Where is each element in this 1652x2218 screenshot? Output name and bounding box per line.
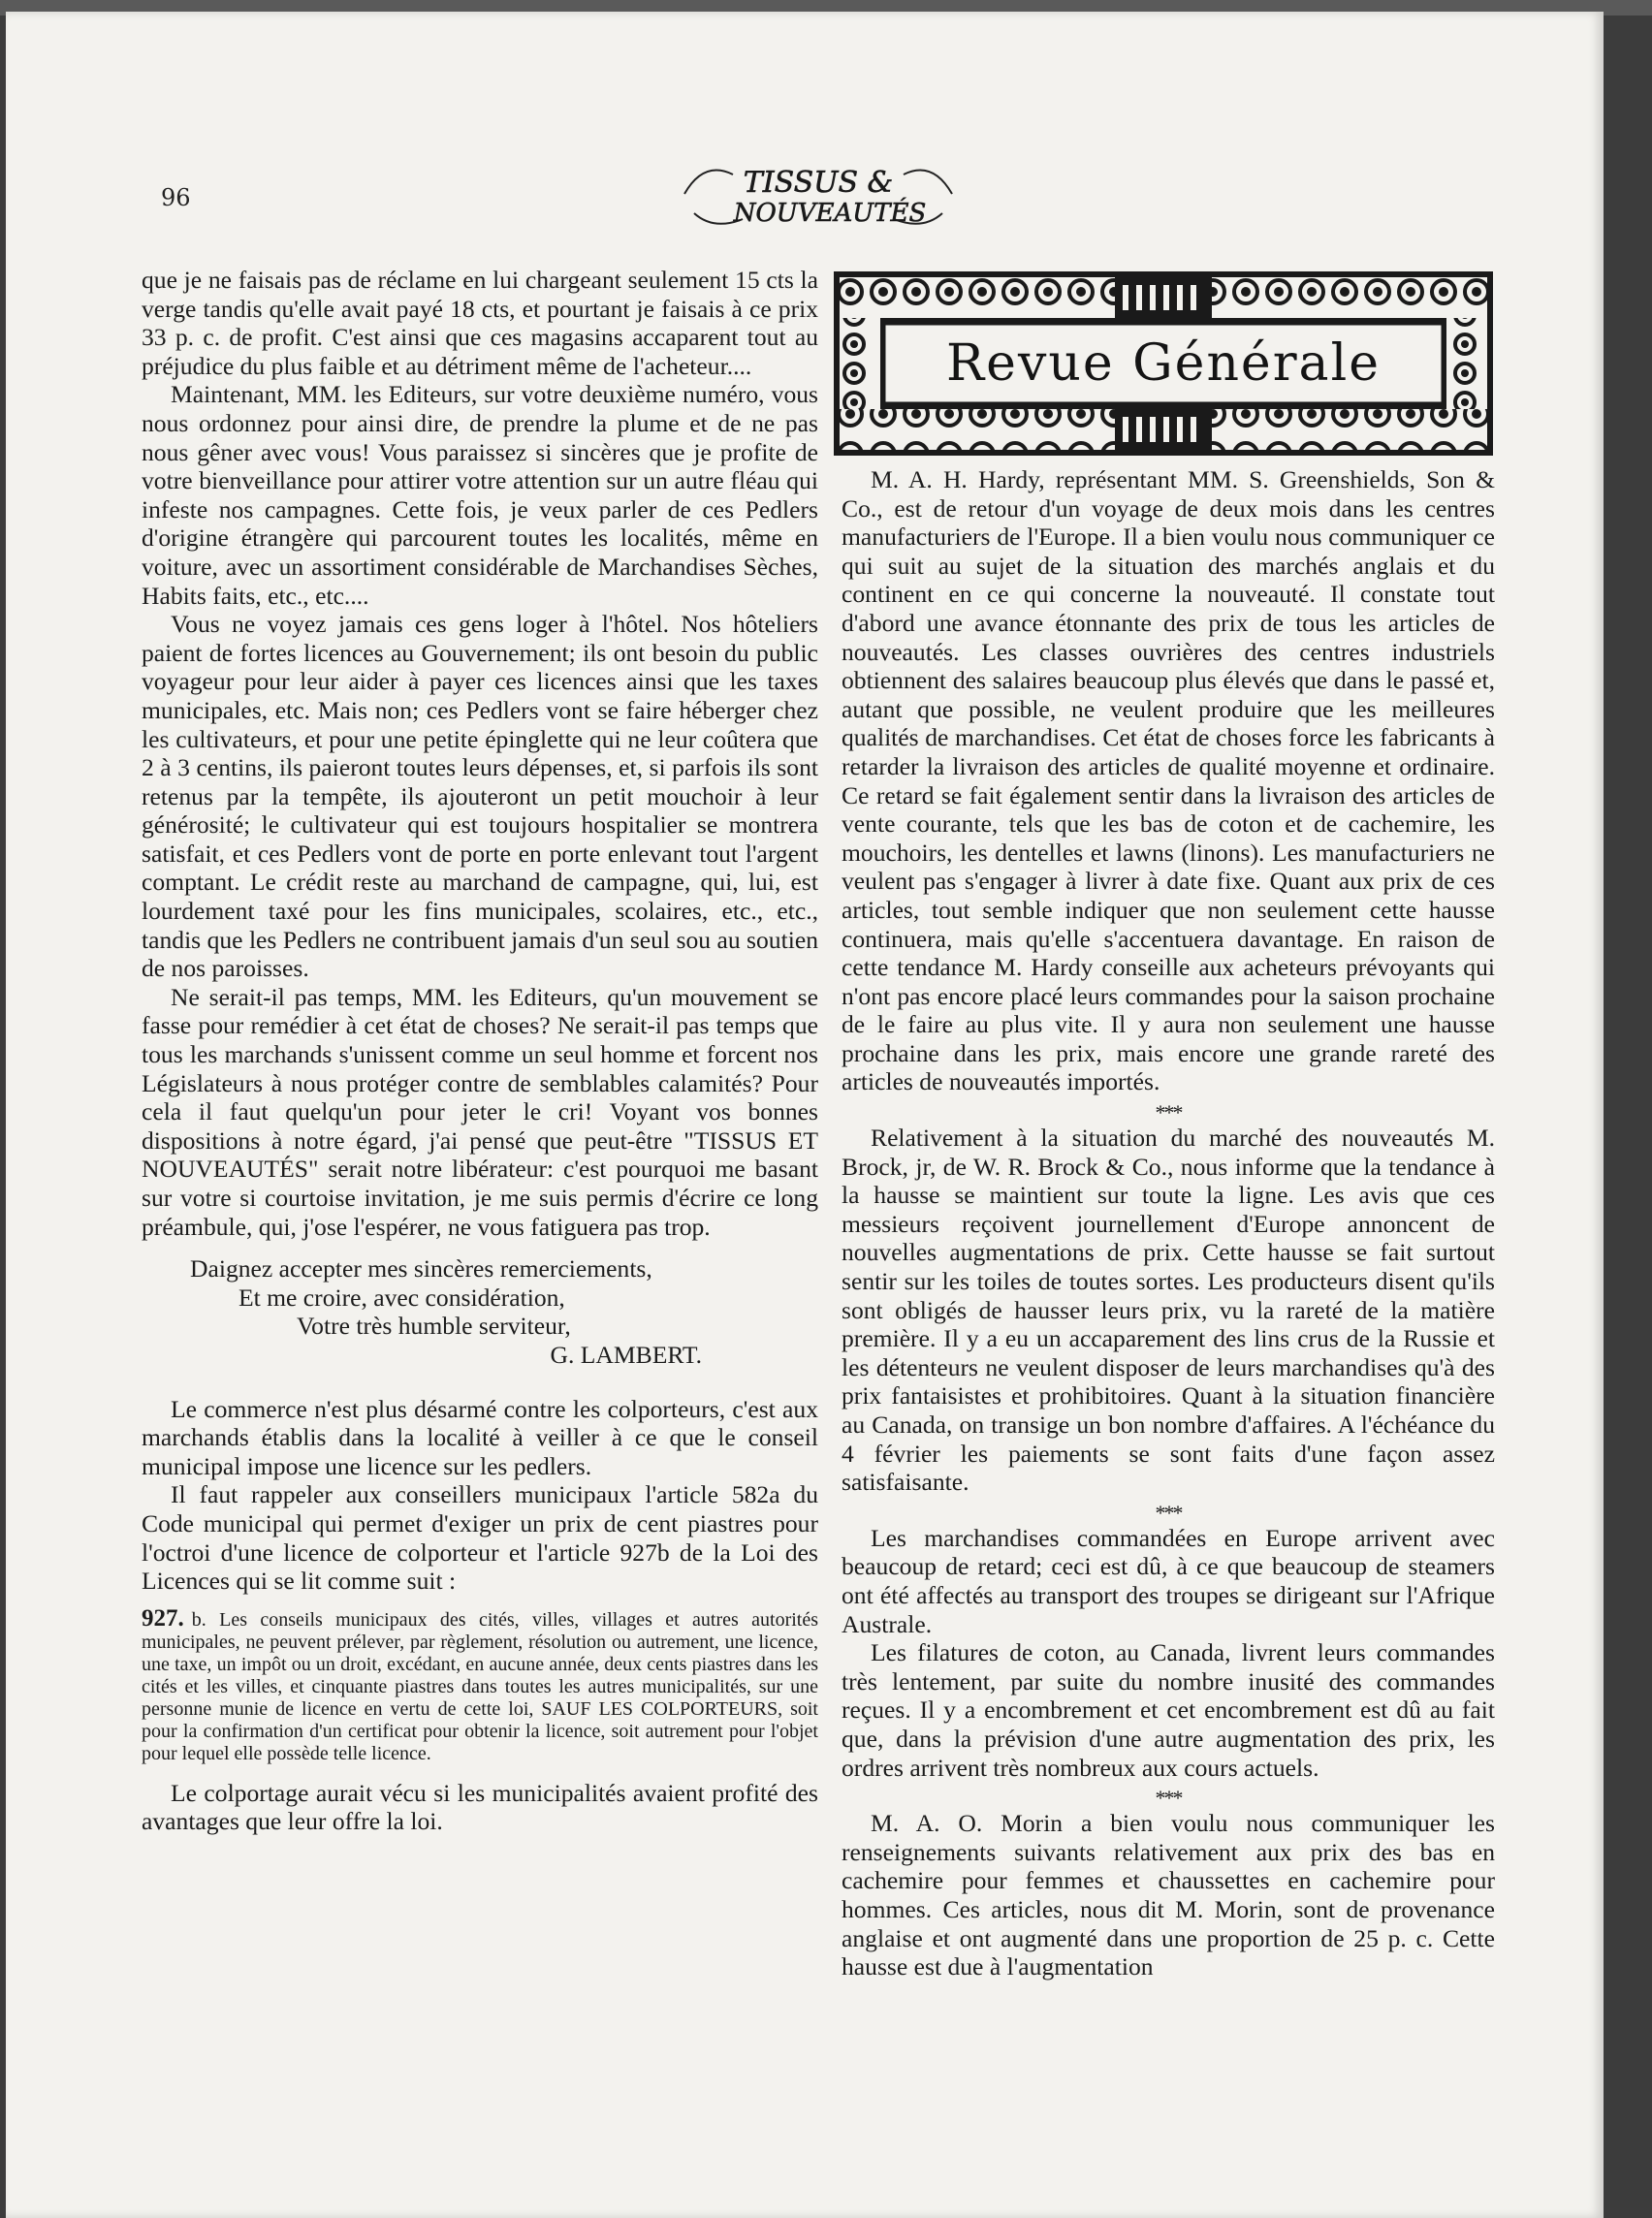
section-title: Revue Générale bbox=[946, 334, 1381, 393]
section-separator-3: *** bbox=[1155, 1786, 1182, 1811]
right-paragraph-1: M. A. H. Hardy, représentant MM. S. Greenshields, Son & Co., est de retour d'un voyage de deux mois dans les centres manufacturiers de l'Europe. Il a bien voulu nous communiquer ce qui suit au sujet de la situation des marchés anglais et du continent en ce qui concerne la nouveauté. Il constate tout d'abord une avance étonnante des prix de tous les articles de nouveautés. Les classes ouvrières des centres industriels obtiennent des salaires beaucoup plus élevés que dans le passé et, autant que possible, ne veulent produire que les meilleures qualités de marchandises. Cet état de choses force les fabricants à retarder la livraison des articles de qualité moyenne et ordinaire. Ce retard se fait également sentir dans la livraison des articles de vente courante, tels que les bas de coton et de cachemire, les mouchoirs, les dentelles et lawns (linons). Les manufacturiers ne veulent pas s'engager à livrer à date fixe. Quant aux prix de ces articles, tout semble indiquer que non seulement cette hausse continuera, mais qu'elle s'accentuera davantage. En raison de cette tendance M. Hardy conseille aux acheteurs prévoyants qui n'ont pas encore placé leurs commandes pour la saison prochaine de le faire au plus vite. Il y aura non seulement une hausse prochaine dans les prix, mais encore une grande rareté des articles de nouveautés importés. bbox=[842, 465, 1495, 1096]
section-separator-2: *** bbox=[1155, 1500, 1182, 1525]
left-paragraph-7: Le colportage aurait vécu si les municipalités avaient profité des avantages que leur offre la loi. bbox=[142, 1778, 818, 1836]
masthead-line2: NOUVEAUTÉS bbox=[733, 199, 927, 228]
revue-generale-banner bbox=[834, 271, 1493, 456]
left-paragraph-2: Maintenant, MM. les Editeurs, sur votre deuxième numéro, vous nous ordonnez pour ainsi dire, de prendre la plume et de ne pas nous gêner avec vous! Vous paraissez si sincères que je profite de votre bienveillance pour attirer votre attention sur un autre fléau qui infeste nos campagnes. Cette fois, je veux parler de ces Pedlers d'origine étrangère qui parcourent toutes les localités, même en voiture, avec un assortiment considérable de Marchandises Sèches, Habits faits, etc., etc.... bbox=[142, 380, 818, 610]
right-paragraph-3: Les marchandises commandées en Europe arrivent avec beaucoup de retard; ceci est dû, à ce que beaucoup de steamers ont été affectés au transport des troupes se dirigeant sur l'Afrique Australe. bbox=[842, 1523, 1495, 1638]
closing-line-1: Daignez accepter mes sincères remerciements, bbox=[190, 1254, 652, 1283]
closing-line-2: Et me croire, avec considération, bbox=[238, 1283, 565, 1312]
right-column bbox=[842, 465, 1495, 1981]
left-paragraph-4: Ne serait-il pas temps, MM. les Editeurs, qu'un mouvement se fasse pour remédier à cet état de choses? Ne serait-il pas temps que tous les marchands s'unissent comme un seul homme et forcent nos Législateurs à nous protéger contre de semblables calamités? Pour cela il faut quelqu'un pour jeter le cri! Voyant vos bonnes dispositions à notre égard, j'ai pensé que peut-être "TISSUS ET NOUVEAUTÉS" serait notre libérateur: c'est pourquoi me basant sur votre si courtoise invitation, je me suis permis d'écrire ce long préambule, qui, j'ose l'espérer, ne vous fatiguera pas trop. bbox=[142, 982, 818, 1241]
page-sheet bbox=[6, 12, 1604, 2218]
law-number: 927. bbox=[142, 1604, 184, 1632]
letter-signature: G. LAMBERT. bbox=[550, 1340, 702, 1369]
law-text: b. Les conseils municipaux des cités, villes, villages et autres autorités municipales, ne peuvent prélever, par règlement, résolution ou autrement, une licence, une taxe, un impôt ou un droit, excédant, en aucune année, deux cents piastres dans les cités et les villes, et cinquante piastres dans toutes les autres municipalités, sur une personne munie de licence en vertu de cette loi, SAUF LES COLPORTEURS, soit pour la confirmation d'un certificat pour obtenir la licence, soit autrement pour l'objet pour lequel elle possède telle licence. bbox=[142, 1608, 818, 1764]
section-separator-1: *** bbox=[1155, 1100, 1182, 1125]
closing-line-3: Votre très humble serviteur, bbox=[297, 1312, 571, 1341]
left-paragraph-3: Vous ne voyez jamais ces gens loger à l'hôtel. Nos hôteliers paient de fortes licences au Gouvernement; ils ont besoin du public voyageur pour leur aider à payer ces licences ainsi que les taxes municipales, etc. Mais non; ces Pedlers vont se faire héberger chez les cultivateurs, et pour une petite épinglette qui ne leur coûtera que 2 à 3 centins, ils paieront toutes leurs dépenses, et, si parfois ils sont retenus par la tempête, ils ajouteront un petit mouchoir à leur générosité; le cultivateur qui est toujours hospitalier se montrera satisfait, et ces Pedlers vont de porte en porte enlevant tout l'argent comptant. Le crédit reste au marchand de campagne, qui, lui, est lourdement taxé pour les fins municipales, scolaires, etc., etc., tandis que les Pedlers ne contribuent jamais d'un seul sou au soutien de nos paroisses. bbox=[142, 610, 818, 983]
page-number: 96 bbox=[161, 184, 191, 211]
masthead-line1: TISSUS & bbox=[743, 166, 894, 200]
law-article-927 bbox=[142, 1604, 818, 1765]
masthead-logo bbox=[675, 155, 962, 233]
left-column bbox=[142, 266, 818, 1836]
right-paragraph-4: Les filatures de coton, au Canada, livrent leurs commandes très lentement, par suite du nombre inusité des commandes reçues. Il y a encombrement et cet encombrement est dû au fait que, dans la prévision d'une autre augmentation des prix, les ordres arrivent très nombreux aux cours actuels. bbox=[842, 1638, 1495, 1782]
right-paragraph-5: M. A. O. Morin a bien voulu nous communiquer les renseignements suivants relativement aux prix des bas en cachemire pour femmes et chaussettes en cachemire pour hommes. Ces articles, nous dit M. Morin, sont de provenance anglaise et ont augmenté dans une proportion de 25 p. c. Cette hausse est due à l'augmentation bbox=[842, 1809, 1495, 1981]
left-paragraph-5: Le commerce n'est plus désarmé contre les colporteurs, c'est aux marchands établis dans la localité à veiller à ce que le conseil municipal impose une licence sur les pedlers. bbox=[142, 1394, 818, 1480]
left-paragraph-1: que je ne faisais pas de réclame en lui chargeant seulement 15 cts la verge tandis qu'elle avait payé 18 cts, et pourtant je faisais à ce prix 33 p. c. de profit. C'est ainsi que ces magasins accaparent tout au préjudice du plus faible et au détriment même de l'acheteur.... bbox=[142, 266, 818, 380]
right-paragraph-2: Relativement à la situation du marché des nouveautés M. Brock, jr, de W. R. Brock & Co., nous informe que la tendance à la hausse se maintient sur toute la ligne. Les avis que ces messieurs reçoivent journellement d'Europe annoncent de nouvelles augmentations de prix. Cette hausse se fait surtout sentir sur les toiles de toutes sortes. Les producteurs disent qu'ils sont obligés de hausser leurs prix, vu la rareté de la matière première. Il y a eu un accaparement des lins crus de la Russie et les détenteurs ne veulent disposer de leurs marchandises qu'à des prix fantaisistes et prohibitoires. Quant à la situation financière au Canada, on transige un bon nombre d'affaires. A l'échéance du 4 février les paiements se sont faits d'une façon assez satisfaisante. bbox=[842, 1124, 1495, 1497]
left-paragraph-6: Il faut rappeler aux conseillers municipaux l'article 582a du Code municipal qui permet d'exiger un prix de cent piastres pour l'octroi d'une licence de colporteur et l'article 927b de la Loi des Licences qui se lit comme suit : bbox=[142, 1480, 818, 1596]
